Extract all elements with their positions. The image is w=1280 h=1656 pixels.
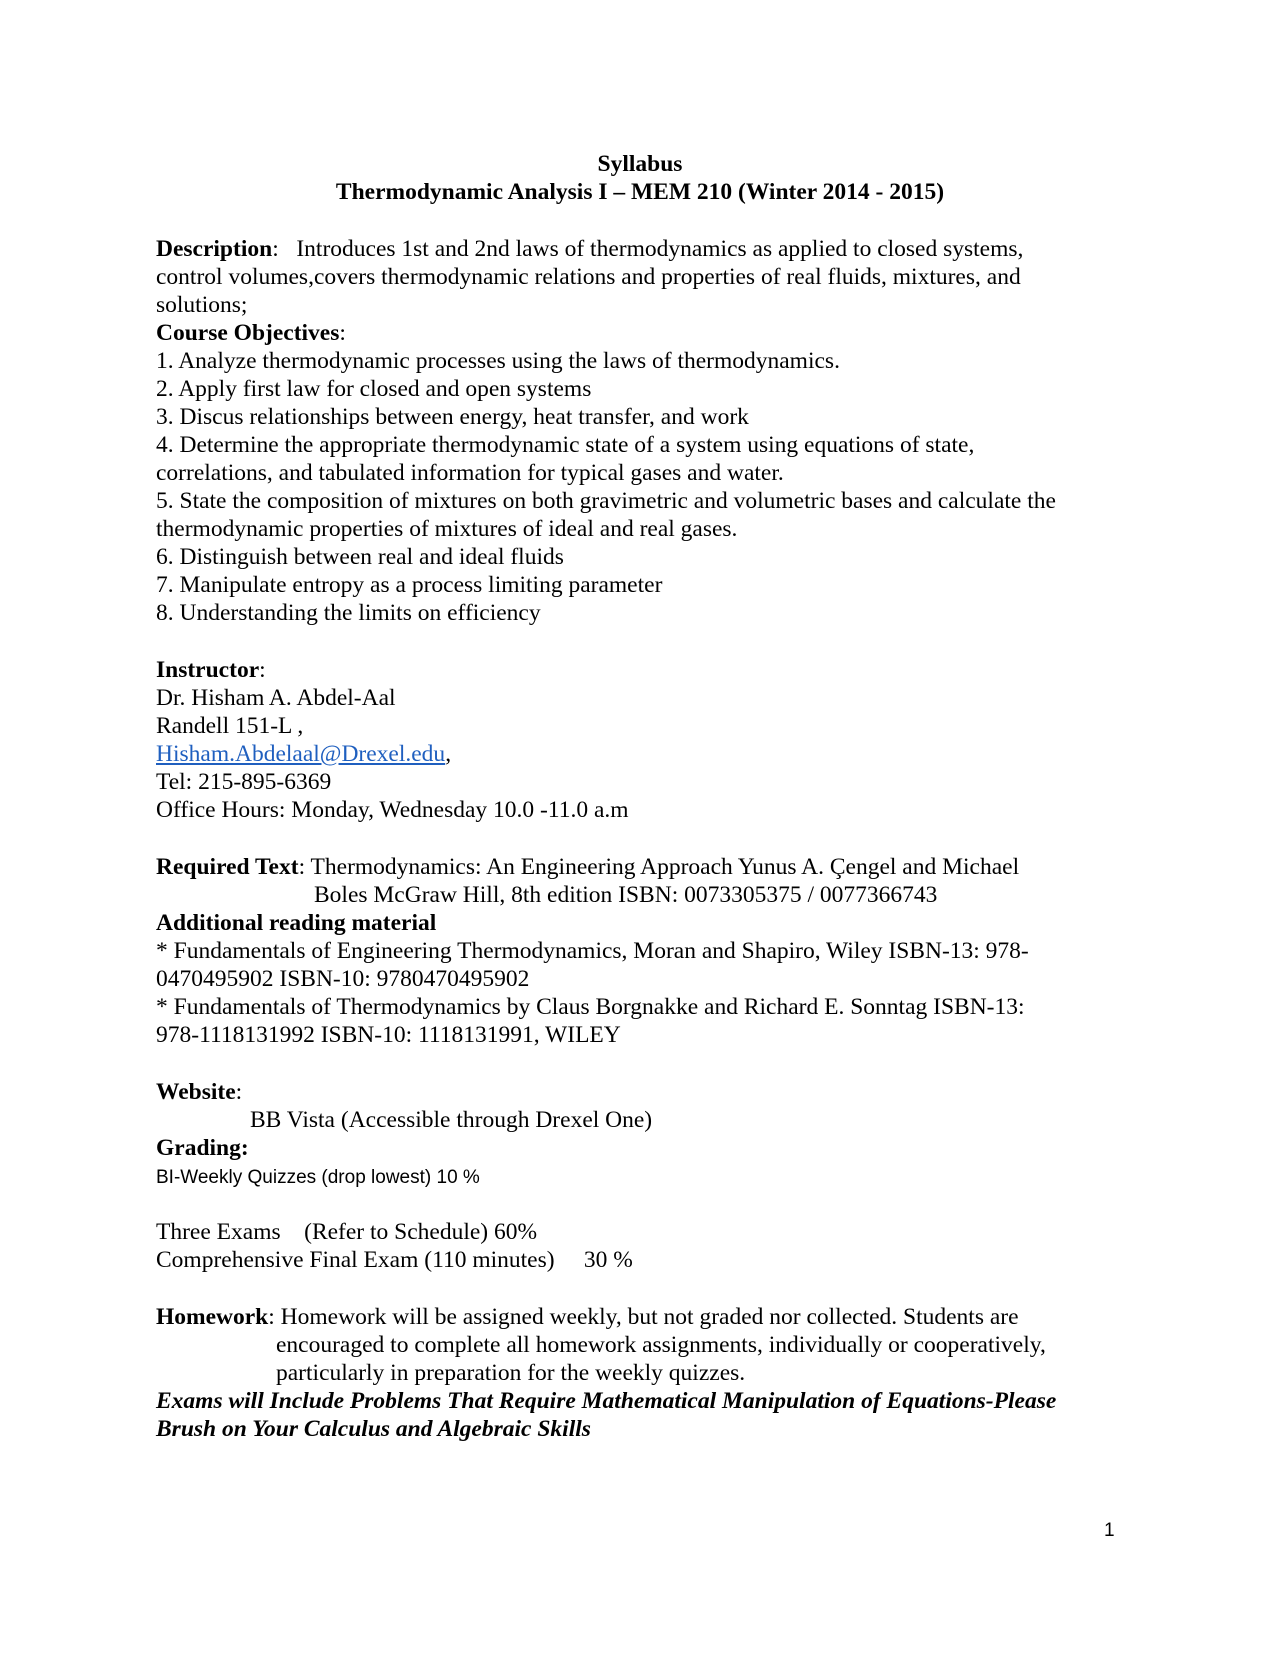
- objective-item: thermodynamic properties of mixtures of ideal and real gases.: [156, 516, 738, 542]
- homework-label: Homework: [156, 1304, 269, 1330]
- grading-exams: Three Exams (Refer to Schedule) 60%: [156, 1219, 538, 1245]
- objective-item: 7. Manipulate entropy as a process limiting parameter: [156, 572, 663, 598]
- course-title: Thermodynamic Analysis I – MEM 210 (Winter 2014 - 2015): [335, 179, 945, 205]
- homework-line-1: Homework: Homework will be assigned weekly, but not graded nor collected. Students are: [156, 1304, 1019, 1330]
- objective-item: 6. Distinguish between real and ideal fluids: [156, 544, 564, 570]
- page-title: Syllabus: [597, 151, 683, 177]
- required-text-line-1: Required Text: Thermodynamics: An Engineering Approach Yunus A. Çengel and Michael: [156, 854, 1020, 880]
- instructor-heading: Instructor:: [156, 657, 266, 683]
- website-value: BB Vista (Accessible through Drexel One): [250, 1107, 653, 1133]
- additional-reading-line: 0470495902 ISBN-10: 9780470495902: [156, 966, 530, 992]
- grading-label: Grading:: [156, 1135, 249, 1161]
- description-label: Description: [156, 236, 273, 262]
- description-line-1: Description: Introduces 1st and 2nd laws of thermodynamics as applied to closed systems,: [156, 236, 1024, 262]
- instructor-email-link[interactable]: Hisham.Abdelaal@Drexel.edu: [156, 741, 446, 767]
- objective-item: 1. Analyze thermodynamic processes using the laws of thermodynamics.: [156, 348, 840, 374]
- grading-heading: [156, 1134, 249, 1162]
- objective-item: 4. Determine the appropriate thermodynamic state of a system using equations of state,: [156, 432, 975, 458]
- additional-reading-line: * Fundamentals of Thermodynamics by Claus Borgnakke and Richard E. Sonntag ISBN-13:: [156, 994, 1025, 1020]
- required-text-label: Required Text: [156, 854, 299, 880]
- objectives-label: Course Objectives: [156, 320, 340, 346]
- instructor-name: Dr. Hisham A. Abdel-Aal: [156, 685, 396, 711]
- description-text-1: Introduces 1st and 2nd laws of thermodynamics as applied to closed systems,: [296, 236, 1024, 262]
- required-text-book: Thermodynamics: An Engineering Approach Yunus A. Çengel and Michael: [310, 854, 1020, 880]
- description-line-3: solutions;: [156, 292, 248, 318]
- exam-note-line-2: Brush on Your Calculus and Algebraic Skills: [156, 1416, 591, 1442]
- required-text-line-2: Boles McGraw Hill, 8th edition ISBN: 0073305375 / 0077366743: [314, 882, 938, 908]
- objective-item: correlations, and tabulated information for typical gases and water.: [156, 460, 784, 486]
- objective-item: 5. State the composition of mixtures on both gravimetric and volumetric bases and calculate the: [156, 488, 1056, 514]
- instructor-office: Randell 151-L ,: [156, 713, 304, 739]
- grading-final: Comprehensive Final Exam (110 minutes) 30 %: [156, 1247, 633, 1273]
- additional-reading-line: 978-1118131992 ISBN-10: 1118131991, WILEY: [156, 1022, 621, 1048]
- objectives-heading: Course Objectives:: [156, 320, 346, 346]
- exam-note-line-1: Exams will Include Problems That Require Mathematical Manipulation of Equations-Please: [156, 1388, 1057, 1414]
- website-label: Website: [156, 1079, 236, 1105]
- instructor-label: Instructor: [156, 657, 260, 683]
- website-heading: Website:: [156, 1079, 243, 1105]
- additional-reading-line: * Fundamentals of Engineering Thermodynamics, Moran and Shapiro, Wiley ISBN-13: 978-: [156, 938, 1029, 964]
- homework-line-3: particularly in preparation for the weekly quizzes.: [276, 1360, 746, 1386]
- description-line-2: control volumes,covers thermodynamic relations and properties of real fluids, mixtures, and: [156, 264, 1021, 290]
- objective-item: 2. Apply first law for closed and open systems: [156, 376, 592, 402]
- instructor-email-line: Hisham.Abdelaal@Drexel.edu,: [156, 741, 452, 767]
- homework-text-1: Homework will be assigned weekly, but not graded nor collected. Students are: [280, 1304, 1019, 1330]
- objective-item: 3. Discus relationships between energy, heat transfer, and work: [156, 404, 749, 430]
- homework-line-2: encouraged to complete all homework assignments, individually or cooperatively,: [276, 1332, 1046, 1358]
- page-number: 1: [1104, 1520, 1115, 1541]
- additional-reading-heading: [156, 909, 436, 937]
- additional-reading-label: Additional reading material: [156, 910, 437, 936]
- instructor-tel: Tel: 215-895-6369: [156, 769, 332, 795]
- grading-quizzes: BI-Weekly Quizzes (drop lowest) 10 %: [156, 1167, 480, 1188]
- office-hours: Office Hours: Monday, Wednesday 10.0 -11.0 a.m: [156, 797, 629, 823]
- objective-item: 8. Understanding the limits on efficiency: [156, 600, 541, 626]
